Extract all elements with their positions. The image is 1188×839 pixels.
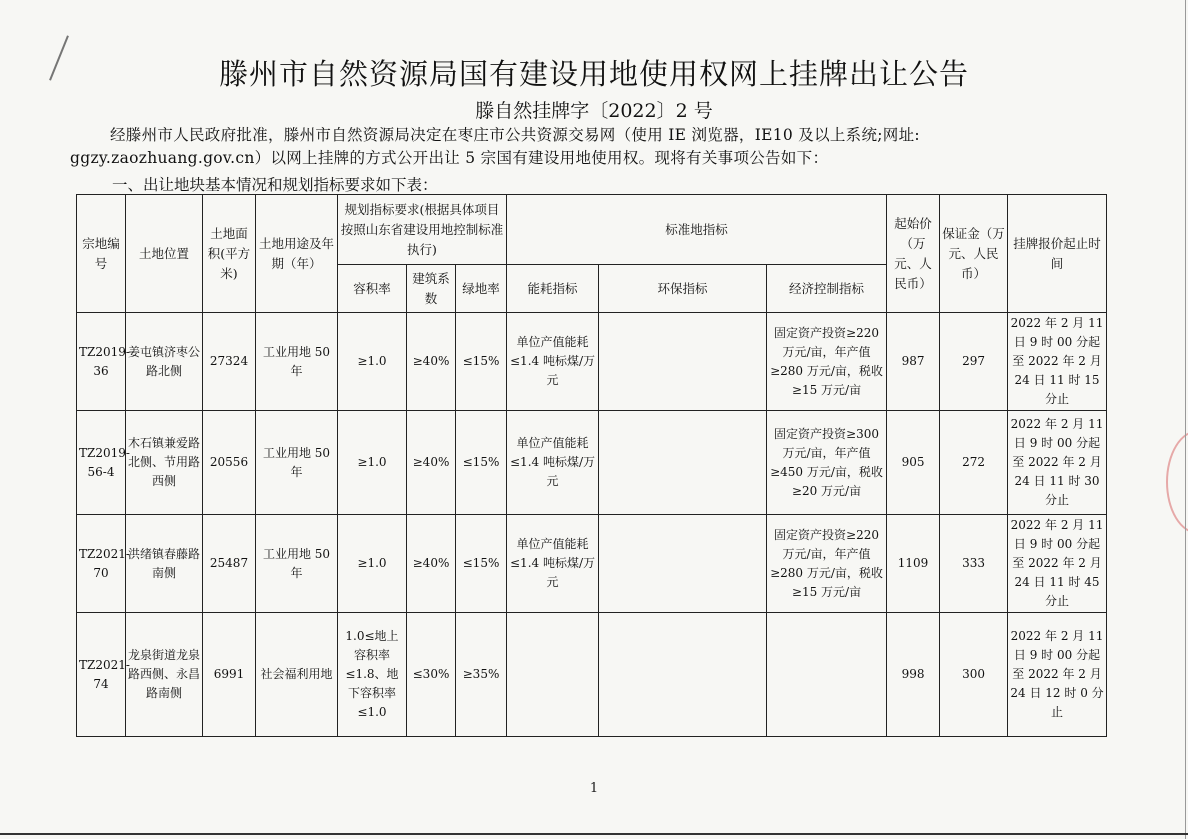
header-green-rate: 绿地率 [456,265,507,313]
cell-env [599,613,767,737]
table-row [77,515,1107,613]
cell-building-coef: ≤30% [407,613,456,737]
cell-parcel-no: TZ2019-56-4 [77,411,126,515]
cell-energy: 单位产值能耗≤1.4 吨标煤/万元 [507,411,599,515]
header-location: 土地位置 [126,195,203,313]
cell-deposit: 300 [940,613,1008,737]
cell-parcel-no: TZ2021-74 [77,613,126,737]
cell-area: 25487 [203,515,256,613]
cell-green-rate: ≥35% [456,613,507,737]
header-energy: 能耗指标 [507,265,599,313]
section-heading: 一、出让地块基本情况和规划指标要求如下表： [112,176,438,194]
cell-start-price: 998 [887,613,940,737]
header-env: 环保指标 [599,265,767,313]
header-area: 土地面积(平方米) [203,195,256,313]
header-economic: 经济控制指标 [767,265,887,313]
cell-quote-time: 2022 年 2 月 11 日 9 时 00 分起至 2022 年 2 月 24 日 11 时 45 分止 [1008,515,1107,613]
parcel-table [76,194,1107,737]
cell-economic: 固定资产投资≥220 万元/亩，年产值≥280 万元/亩，税收≥15 万元/亩 [767,515,887,613]
cell-plot-ratio: ≥1.0 [338,515,407,613]
header-start-price: 起始价（万元、人民币） [887,195,940,313]
table-row [77,411,1107,515]
header-building-coef: 建筑系数 [407,265,456,313]
intro-paragraph: 经滕州市人民政府批准，滕州市自然资源局决定在枣庄市公共资源交易网（使用 IE 浏览器，IE10 及以上系统;网址: ggzy.zaozhuang.gov.cn）以网上挂牌的方式公开出让 5 宗国有建设用地使用权。现将有关事项公告如下： [70,126,920,167]
cell-quote-time: 2022 年 2 月 11 日 9 时 00 分起至 2022 年 2 月 24 日 11 时 30 分止 [1008,411,1107,515]
cell-location: 姜屯镇济枣公路北侧 [126,313,203,411]
cell-use: 工业用地 50 年 [256,313,338,411]
cell-area: 6991 [203,613,256,737]
cell-start-price: 905 [887,411,940,515]
cell-location: 洪绪镇春藤路南侧 [126,515,203,613]
cell-parcel-no: TZ2019-36 [77,313,126,411]
cell-deposit: 333 [940,515,1008,613]
header-planning: 规划指标要求(根据具体项目按照山东省建设用地控制标准执行) [338,195,507,265]
cell-plot-ratio: 1.0≤地上容积率≤1.8、地下容积率≤1.0 [338,613,407,737]
cell-start-price: 987 [887,313,940,411]
cell-start-price: 1109 [887,515,940,613]
header-plot-ratio: 容积率 [338,265,407,313]
cell-building-coef: ≥40% [407,411,456,515]
cell-plot-ratio: ≥1.0 [338,411,407,515]
cell-location: 龙泉街道龙泉路西侧、永昌路南侧 [126,613,203,737]
cell-building-coef: ≥40% [407,313,456,411]
header-use: 土地用途及年期（年） [256,195,338,313]
cell-quote-time: 2022 年 2 月 11 日 9 时 00 分起至 2022 年 2 月 24 日 11 时 15 分止 [1008,313,1107,411]
cell-use: 社会福利用地 [256,613,338,737]
page-number: 1 [589,781,599,796]
cell-area: 27324 [203,313,256,411]
cell-green-rate: ≤15% [456,411,507,515]
cell-env [599,411,767,515]
page-title: 滕州市自然资源局国有建设用地使用权网上挂牌出让公告 [218,57,969,91]
cell-deposit: 297 [940,313,1008,411]
cell-energy: 单位产值能耗≤1.4 吨标煤/万元 [507,515,599,613]
cell-quote-time: 2022 年 2 月 11 日 9 时 00 分起至 2022 年 2 月 24 日 12 时 0 分止 [1008,613,1107,737]
cell-energy [507,613,599,737]
cell-deposit: 272 [940,411,1008,515]
cell-economic: 固定资产投资≥300 万元/亩，年产值≥450 万元/亩，税收≥20 万元/亩 [767,411,887,515]
cell-area: 20556 [203,411,256,515]
cell-use: 工业用地 50 年 [256,411,338,515]
page-edge [1185,0,1186,839]
cell-green-rate: ≤15% [456,313,507,411]
cell-energy: 单位产值能耗≤1.4 吨标煤/万元 [507,313,599,411]
header-parcel-no: 宗地编号 [77,195,126,313]
cell-economic: 固定资产投资≥220 万元/亩，年产值≥280 万元/亩，税收≥15 万元/亩 [767,313,887,411]
header-row-1 [77,195,1107,265]
cell-location: 木石镇兼爱路北侧、节用路西侧 [126,411,203,515]
header-deposit: 保证金（万元、人民币） [940,195,1008,313]
cell-green-rate: ≤15% [456,515,507,613]
table-row [77,613,1107,737]
cell-plot-ratio: ≥1.0 [338,313,407,411]
cell-env [599,313,767,411]
page-bottom-edge [0,833,1188,835]
cell-use: 工业用地 50 年 [256,515,338,613]
cell-building-coef: ≥40% [407,515,456,613]
table-row [77,313,1107,411]
document-number: 滕自然挂牌字〔2022〕2 号 [475,100,713,122]
header-quote-time: 挂牌报价起止时间 [1008,195,1107,313]
cell-economic [767,613,887,737]
cell-parcel-no: TZ2021-70 [77,515,126,613]
cell-env [599,515,767,613]
header-standard: 标准地指标 [507,195,887,265]
